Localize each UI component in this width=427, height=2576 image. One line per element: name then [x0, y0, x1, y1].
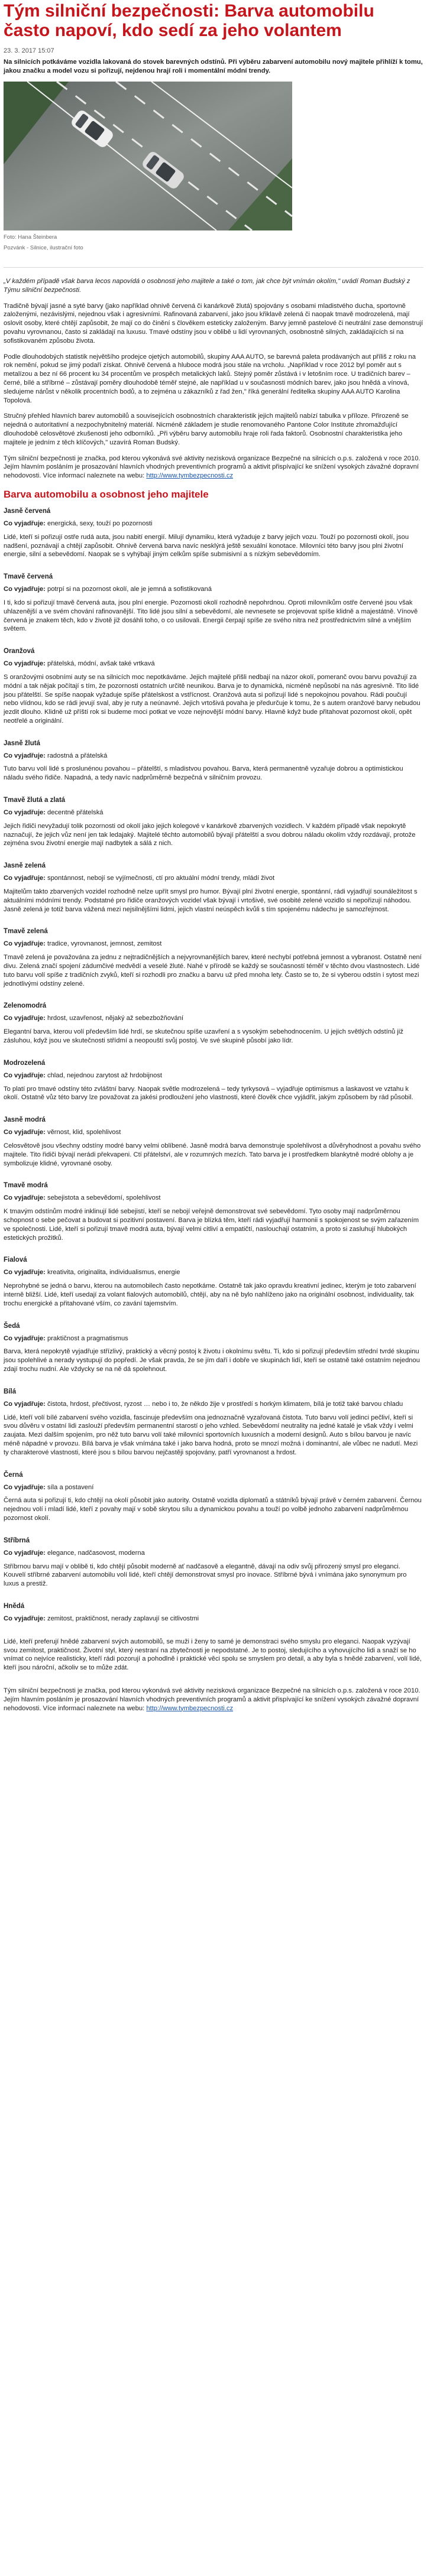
color-entry [4, 1060, 423, 1102]
expresses-label: Co vyjadřuje: [4, 1400, 46, 1408]
color-expresses [4, 519, 423, 528]
color-name: Šedá [4, 1322, 20, 1330]
color-expresses [4, 1268, 423, 1277]
color-name: Jasně červená [4, 507, 51, 515]
color-description: Lidé, kteří preferují hnědé zabarvení svých automobilů, se muži i ženy to samé je demonstraci svého smyslu pro eleganci. Naopak vyzývají svou zemitost, praktičnost. Životní styl, který nestraní na zbytečnosti je nepodstatné. Je to postoj, sledujícího a vyhovujícího lidi a snaží se ho vnímat co nejvíce realisticky, kteří rádi pozorují a pohodlně i praktické věci spolu se smyslem pro detail, a aby byla s hnědé zabarvení, volí lidé, kteří jsou nároční, ačkoliv se to může zdát. [4, 1638, 422, 1672]
color-expresses [4, 874, 423, 883]
expresses-value: energická, sexy, touží po pozornosti [47, 519, 153, 527]
color-description: I ti, kdo si pořizují tmavě červená auta, jsou plní energie. Pozornosti okolí rozhodně nepohrdnou. Oproti milovníkům ostře červené jsou však uhlazenější a ve svém chování rafinovanější. Tito lidé jsou silní a sebevědomí, ale nevnesete se projevovat spíše klidně a majestátně. Vínově červená je znakem těch, kdo v životě již dosáhli toho, o co usilovali. Energii čerpají spíše ze svého nitra než prostřednictvím silné a vnějším světem. [4, 599, 418, 633]
expresses-value: radostná a přátelská [47, 752, 108, 759]
article-photo [4, 82, 292, 230]
color-expresses [4, 940, 423, 948]
color-name: Zelenomodrá [4, 1002, 47, 1010]
highway-aerial-image [4, 82, 292, 230]
color-description: Černá auta si pořizují ti, kdo chtějí na okolí působit jako autority. Ostatně vozidla diplomatů a státníků bývají právě v černém zabarvení. Černou nejednou volí i mladí lidé, kteří z povahy mají v sobě skrytou sílu a dynamickou povahu a touží po volbě jednoho zabarvení nadprůměrnou pozornost okolí. [4, 1497, 422, 1522]
expresses-value: zemitost, praktičnost, nerady zaplavují se citlivostmi [47, 1615, 199, 1622]
color-list [4, 508, 423, 1672]
expresses-value: přátelská, módní, avšak také vrtkavá [47, 660, 155, 668]
expresses-label: Co vyjadřuje: [4, 519, 46, 527]
color-name: Tmavě modrá [4, 1182, 48, 1190]
expresses-label: Co vyjadřuje: [4, 1334, 46, 1342]
color-name: Bílá [4, 1388, 17, 1395]
intro-paragraph: Tradičně bývají jasné a syté barvy (jako například ohnivě červená či kanárkově žlutá) spojovány s osobami mladistvého ducha, sportovně založenými, nezávislými, nejednou však i agresivními. Rafinovaná zabarvení, jako jsou křiklavě zelená či naopak tmavě modrozelená, mají oslovit osoby, které chtějí zapůsobit, že mají co do činění s člověkem esteticky založeným. Barvy jemně pastelové či neutrální zase demonstrují povahu vyrovnanou, často si zakládají na luxusu. Tmavé odstíny jsou v oblibě u lidí vyrovnaných, osobnostně silných, zakládajících si na sofistikovaném způsobu života. [4, 302, 423, 345]
color-entry [4, 928, 423, 988]
color-expresses [4, 1549, 423, 1558]
color-entry [4, 740, 423, 782]
color-description: Celosvětově jsou všechny odstíny modré barvy velmi oblíbené. Jasně modrá barva demonstruje spolehlivost a důvěryhodnost a povahu svého majitele. Tito řidiči bývají nerádi překvapeni. Ctí přátelství, ale v rozumných mezích. Tato barva je i prostředkem blankytně modré oblohy a je symbolizuje klidné, vyrovnané osoby. [4, 1142, 421, 1167]
expresses-label: Co vyjadřuje: [4, 1071, 46, 1079]
color-entry [4, 1323, 423, 1374]
expresses-value: decentně přátelská [47, 809, 103, 817]
color-name: Jasně zelená [4, 862, 46, 870]
about-paragraph-footer [4, 1687, 423, 1713]
color-entry [4, 862, 423, 914]
color-expresses [4, 1483, 423, 1492]
color-description: Majitelům takto zbarvených vozidel rozhodně nelze upřít smysl pro humor. Bývají plní životní energie, spontánní, rádi vyjadřují sounáležitost s aktuálními módními trendy. Podstatné pro řidiče oranžových vozidel však bývají i vrtošivé, své osobité zelené vozidlo si nepořizují náhodou. Jasně zelená je totiž barva vážená mezi nejsilnějšími lidmi, jejich vlastní neúspěch kvůli s tím spojenému nádechu je samozřejmost. [4, 888, 418, 913]
color-name: Tmavě červená [4, 573, 53, 581]
expresses-value: potrpí si na pozornost okolí, ale je jemná a sofistikovaná [47, 586, 212, 593]
article-date: 23. 3. 2017 15:07 [4, 47, 54, 54]
color-description: To platí pro tmavé odstíny této zvláštní barvy. Naopak světle modrozelená – tedy tyrkysová – vyjadřuje optimismus a laskavost ve vztahu k okolí. Ostatně vůz této barvy lze považovat za jakési prodloužení jeho vlastnosti, které člověk chce vyjádřit, jakým způsobem by rád působil. [4, 1085, 413, 1102]
color-description: Neprohybné se jedná o barvu, kterou na automobilech často nepotkáme. Ostatně tak jako opravdu kreativní jedinec, kterým je toto zabarvení interně bližší. Lidé, kteří usedají za volant fialových automobilů, chtějí, aby na ně bylo nahlíženo jako na originální osobnost, individuality, tak trochu energické a přitahované vším, co zavání tajemstvím. [4, 1282, 416, 1307]
color-name: Jasně modrá [4, 1116, 46, 1124]
color-entry [4, 573, 423, 634]
expresses-value: praktičnost a pragmatismus [47, 1334, 128, 1342]
color-entry [4, 1471, 423, 1523]
expresses-label: Co vyjadřuje: [4, 1549, 46, 1557]
photo-source: Pozvánk - Silnice, ilustrační foto [4, 245, 83, 251]
color-entry [4, 1116, 423, 1168]
color-expresses [4, 1071, 423, 1080]
expresses-label: Co vyjadřuje: [4, 809, 46, 817]
color-description: Barva, která nepokrytě vyjadřuje střízlivý, praktický a věcný postoj k životu i okolnímu světu. Ti, kdo si pořizují především střední tvrdé skupinu jsou spolehlivé a nerady vystupují do popředí. Je však pravda, že se jím daří i dobře ve skupinách lidí, kteří se ostatně také ostatním nejednou zdají trochu nudní. Ale vždycky se na ně dá spolehnout. [4, 1348, 420, 1373]
article-lead: Na silnicích potkáváme vozidla lakovaná do stovek barevných odstínů. Při výběru zabarvení automobilu nový majitele přihlíží k tomu, jakou značku a model vozu si pořizují, nejdenou hrají roli i momentální módní trendy. [4, 59, 423, 74]
color-expresses [4, 1128, 423, 1137]
color-entry [4, 1603, 423, 1623]
website-link[interactable]: http://www.tymbezpecnosti.cz [146, 472, 234, 480]
expresses-label: Co vyjadřuje: [4, 1269, 46, 1276]
color-name: Hnědá [4, 1602, 25, 1610]
about-text: Tým silniční bezpečnosti je značka, pod kterou vykonává své aktivity nezisková organizace Bezpečné na silnicích o.p.s. založená v roce 2010. Jejím hlavním posláním je prosazování hlavních vhodných preventivních programů a aktivit přispívající ke snížení vysokých závažné dopravní nehodovosti. Více informací naleznete na webu: [4, 454, 420, 480]
color-name: Černá [4, 1471, 23, 1479]
color-entry [4, 797, 423, 848]
color-expresses [4, 1194, 423, 1203]
color-name: Modrozelená [4, 1059, 46, 1067]
intro-paragraph: „V každém případě však barva lecos napovídá o osobnosti jeho majitele a také o tom, jak chce být vnímán okolím," uvádí Roman Budský z Týmu silniční bezpečnosti. [4, 278, 410, 294]
color-name: Fialová [4, 1256, 27, 1264]
color-name: Stříbrná [4, 1536, 30, 1544]
divider [4, 267, 423, 268]
color-entry [4, 1002, 423, 1045]
expresses-label: Co vyjadřuje: [4, 752, 46, 759]
color-name: Oranžová [4, 648, 35, 655]
color-entry [4, 1182, 423, 1242]
expresses-value: věrnost, klid, spolehlivost [47, 1129, 121, 1136]
color-description: Lidé, kteří volí bílé zabarvení svého vozidla, fascinuje především ona jednoznačně vyzařovaná čistota. Tuto barvu volí jedinci pečliví, kteří si svou důvěru v ostatní lidi zaslouží především permanentní starostí o jeho vzhled. Sebevědomí neutrality na jedné katalé je však vždy i velmi zaujata. Mezi dalším spojením, pro něž tuto barvu volí také milovníci sportovních luxusních a moderní designů. Auto s bílou barvou je navíc méně nápadné v provozu. Bílá barva je však vnímána také i jako barva hodná, proto se mnozí možná i dominantní, ale vůbec ne nadutí. Mezi ty charakterové vlastnosti, které jsou s bílou barvou nejčastěji spojovány, patří vyrovnanost a hrdost. [4, 1414, 418, 1456]
expresses-value: síla a postavení [47, 1483, 94, 1491]
section-title: Barva automobilu a osobnost jeho majitele [4, 488, 209, 500]
page-title: Tým silniční bezpečnosti: Barva automobilu často napoví, kdo sedí za jeho volantem [4, 1, 374, 40]
expresses-value: hrdost, uzavřenost, nějaký až sebezbožňování [47, 1015, 184, 1022]
expresses-label: Co vyjadřuje: [4, 1194, 46, 1202]
about-text: Tým silniční bezpečnosti je značka, pod kterou vykonává své aktivity nezisková organizace Bezpečné na silnicích o.p.s. založená v roce 2010. Jejím hlavním posláním je prosazování hlavních vhodných preventivních programů a aktivit přispívající ke snížení vysokých závažné dopravní nehodovosti. Více informací naleznete na webu: [4, 1687, 420, 1712]
color-description: Stříbrnou barvu mají v oblibě ti, kdo chtějí působit moderně ať nadčasově a elegantně, dávají na odiv svůj přirozený smysl pro eleganci. Kouvelí stříbrné zabarvení automobilu volí lidé, kteří chtějí demonstrovat smysl pro inovace. Stříbrné bývá i vnímána jako synonymum pro luxus a prestiž. [4, 1563, 407, 1588]
expresses-value: tradice, vyrovnanost, jemnost, zemitost [47, 940, 162, 948]
color-entry [4, 648, 423, 726]
color-entry [4, 1256, 423, 1308]
color-entry [4, 1638, 423, 1672]
color-name: Tmavě žlutá a zlatá [4, 797, 66, 804]
expresses-value: kreativita, originalita, individualismus, energie [47, 1269, 180, 1276]
expresses-label: Co vyjadřuje: [4, 1015, 46, 1022]
intro-paragraph: Podle dlouhodobých statistik největšího prodejce ojetých automobilů, skupiny AAA AUTO, se barevná paleta prodávaných aut příliš z roku na rok nemění, pokud se jimý podaří získat. Ohnivě červená a hluboce modrá jsou stále na vrcholu. „Například v roce 2012 byl poměr aut s metalízou a bez ní 66 procent ku 34 procentům ve prospěch metalických laků. Stejný poměr zůstává i v letošním roce. U tradičních barev – černé, bílé a stříbrné – zůstávají poměry dlouhodobě téměř stejné, ale například u v současnosti módních barev, jako jsou hnědá a vínová, sledujeme nárůst v několik procentních bodů, a to zejména u zákazníků z řad žen," říká generální ředitelka skupiny AAA AUTO Karolina Topolová. [4, 353, 416, 404]
photo-caption: Foto: Hana Šteinbera [4, 234, 57, 241]
color-description: Tmavě zelená je považována za jednu z nejtradičnějších a nejvyrovnanějších barev, které nechybí potřebná jemnost a vybranost. Ostatně není divu. Zelená značí spojení zádumčivé medvědí a veselé žluté. Nahé v přírodě se každý se současností téměř v těchto dvou vlastnostech. Lidé tuto barvu volí spíše z tradičních zvyků, kteří si rozhodli pro značku a barvu už před mnoha lety. Často se to, že si vyberou odstín i sytost mezi jednotlivými odstíny zelené. [4, 954, 422, 987]
about-paragraph [4, 454, 423, 480]
color-description: Tuto barvu volí lidé s proslunénou povahou – přátelští, s mladistvou povahou. Barva, která permanentně vyzařuje dobrou a optimistickou náladu svého řidiče. Napadná, a tedy navíc nadprůměrně bezpečná v silničním provozu. [4, 765, 403, 782]
website-link[interactable]: http://www.tymbezpecnosti.cz [146, 1704, 234, 1712]
color-entry [4, 508, 423, 559]
expresses-label: Co vyjadřuje: [4, 940, 46, 948]
expresses-label: Co vyjadřuje: [4, 875, 46, 882]
color-expresses [4, 1400, 423, 1409]
color-description: Lidé, kteří si pořizují ostře rudá auta, jsou nabití energií. Milují dynamiku, která vyžaduje z barvy jejich vozu. Touží po pozornosti okolí, jsou nadšení, poznávají a chtějí zapůsobit. Ohnivě červená barva navíc nesklýrá ještě sexuální konotace. Milovníci této barvy jsou plni životní energie, silní a sebevědomí. Naopak se s vyhýbají jiným celkům spíše submisivní a s nízkým sebevědomím. [4, 533, 409, 558]
expresses-label: Co vyjadřuje: [4, 660, 46, 668]
expresses-value: spontánnost, nebojí se vyjímečnosti, ctí pro aktuální módní trendy, mládí život [47, 875, 275, 882]
color-entry [4, 1537, 423, 1589]
color-expresses [4, 1615, 423, 1623]
expresses-value: chlad, nejednou zarytost až hrdobijnost [47, 1071, 163, 1079]
color-description: S oranžovými osobními auty se na silnicích moc nepotkáváme. Jejich majitelé přišli nedbají na názor okolí, pomeranč ovou barvu považují za módní a tak nějak počítají s tím, že pozornosti ostatních určitě neunikou. Barva je to dynamická, nicméně nepůsobí na nás agresivně. Tito lidé jsou přátelští. Se spíše naopak vyžaduje spíše přátelskost a vstřícnost. Oranžová auta si pořizují lidé s nepokojnou povahou. Rádi poučují nebo vlídnou, kdo se rádi jevují sval, aby je ruty a neúnavné. Jejich vrtošivá povaha je předurčuje k tomu, že s autem oranžové barvy nebudou jezdit dlouho. Klidně už příští rok si budeme moci potkat ve voze nejnovější módní barvy. Hlavně když bude přitahovat pozornost okolí, opět neotřelé a originální. [4, 673, 420, 725]
expresses-label: Co vyjadřuje: [4, 1483, 46, 1491]
color-expresses [4, 1334, 423, 1343]
intro-paragraph: Stručný přehled hlavních barev automobilů a souvisejících osobnostních charakteristik jejich majitelů nabízí tabulka v příloze. Přirozeně se nejedná o autoritativní a nezpochybnitelný materiál. Nicméně základem je studie renomovaného Pantone Color Institute zhromažďující dlouhodobě celosvětové zkušenosti jeho odborníků. „Při výběru barvy automobilu hraje roli řada faktorů. Osobnostní charakteristika jeho majitele je jedním z těch klíčových," uzavírá Roman Budský. [4, 412, 409, 446]
expresses-label: Co vyjadřuje: [4, 1129, 46, 1136]
color-expresses [4, 808, 423, 817]
expresses-value: sebejistota a sebevědomí, spolehlivost [47, 1194, 161, 1202]
color-entry [4, 1388, 423, 1457]
expresses-value: elegance, nadčasovost, moderna [47, 1549, 145, 1557]
color-expresses [4, 585, 423, 594]
color-description: Jejich řidiči nevyžadují tolik pozornosti od okolí jako jejich kolegové v kanárkově zbarvených vozidlech. V každém případě však nepokrytě naznačují, že jejich vůz není jen tak ledajaký. Majitelé těchto automobilů bývají přátelští a svou dobrou náladu okolím vždy rozdávají, protože zejména svou životní energie mají nadbytek a sálá z nich. [4, 822, 416, 847]
color-expresses [4, 752, 423, 761]
expresses-label: Co vyjadřuje: [4, 1615, 46, 1622]
color-description: K tmavým odstínům modré inklinují lidé sebejistí, kteří se nebojí veřejně demonstrovat své sebevědomí. Tyto osoby mají nadprůměrnou schopnost o sebe pečovat a budovat si pozitivní postavení. Barva je blízká těm, kteří rádi vyjadřují harmonii s spokojenost se svým zařazením ve společnosti. Lidé, kteří si pořizují tmavě modrá auta, bývají velmi citliví a empatičtí, naslouchají ostatním, a proto si zasluhují hlubokých estetických prožitků. [4, 1208, 419, 1242]
expresses-label: Co vyjadřuje: [4, 586, 46, 593]
expresses-value: čistota, hrdost, přečtivost, ryzost … nebo i to, že někdo žije v prostředí s horkým klimatem, bílá je totiž také barvou chladu [47, 1400, 403, 1408]
color-expresses [4, 660, 423, 668]
color-name: Tmavě zelená [4, 928, 48, 935]
color-name: Jasně žlutá [4, 739, 40, 747]
color-description: Elegantní barva, kterou volí především lidé hrdí, se skutečnou spíše uzavření a s vysokým sebehodnocením. U jejich světlých odstínů již zásluhou, když jsou ve skutečnosti střídmí a neopouští svůj postoj. Ve své skupině působí jako lídr. [4, 1028, 403, 1045]
color-expresses [4, 1014, 423, 1023]
